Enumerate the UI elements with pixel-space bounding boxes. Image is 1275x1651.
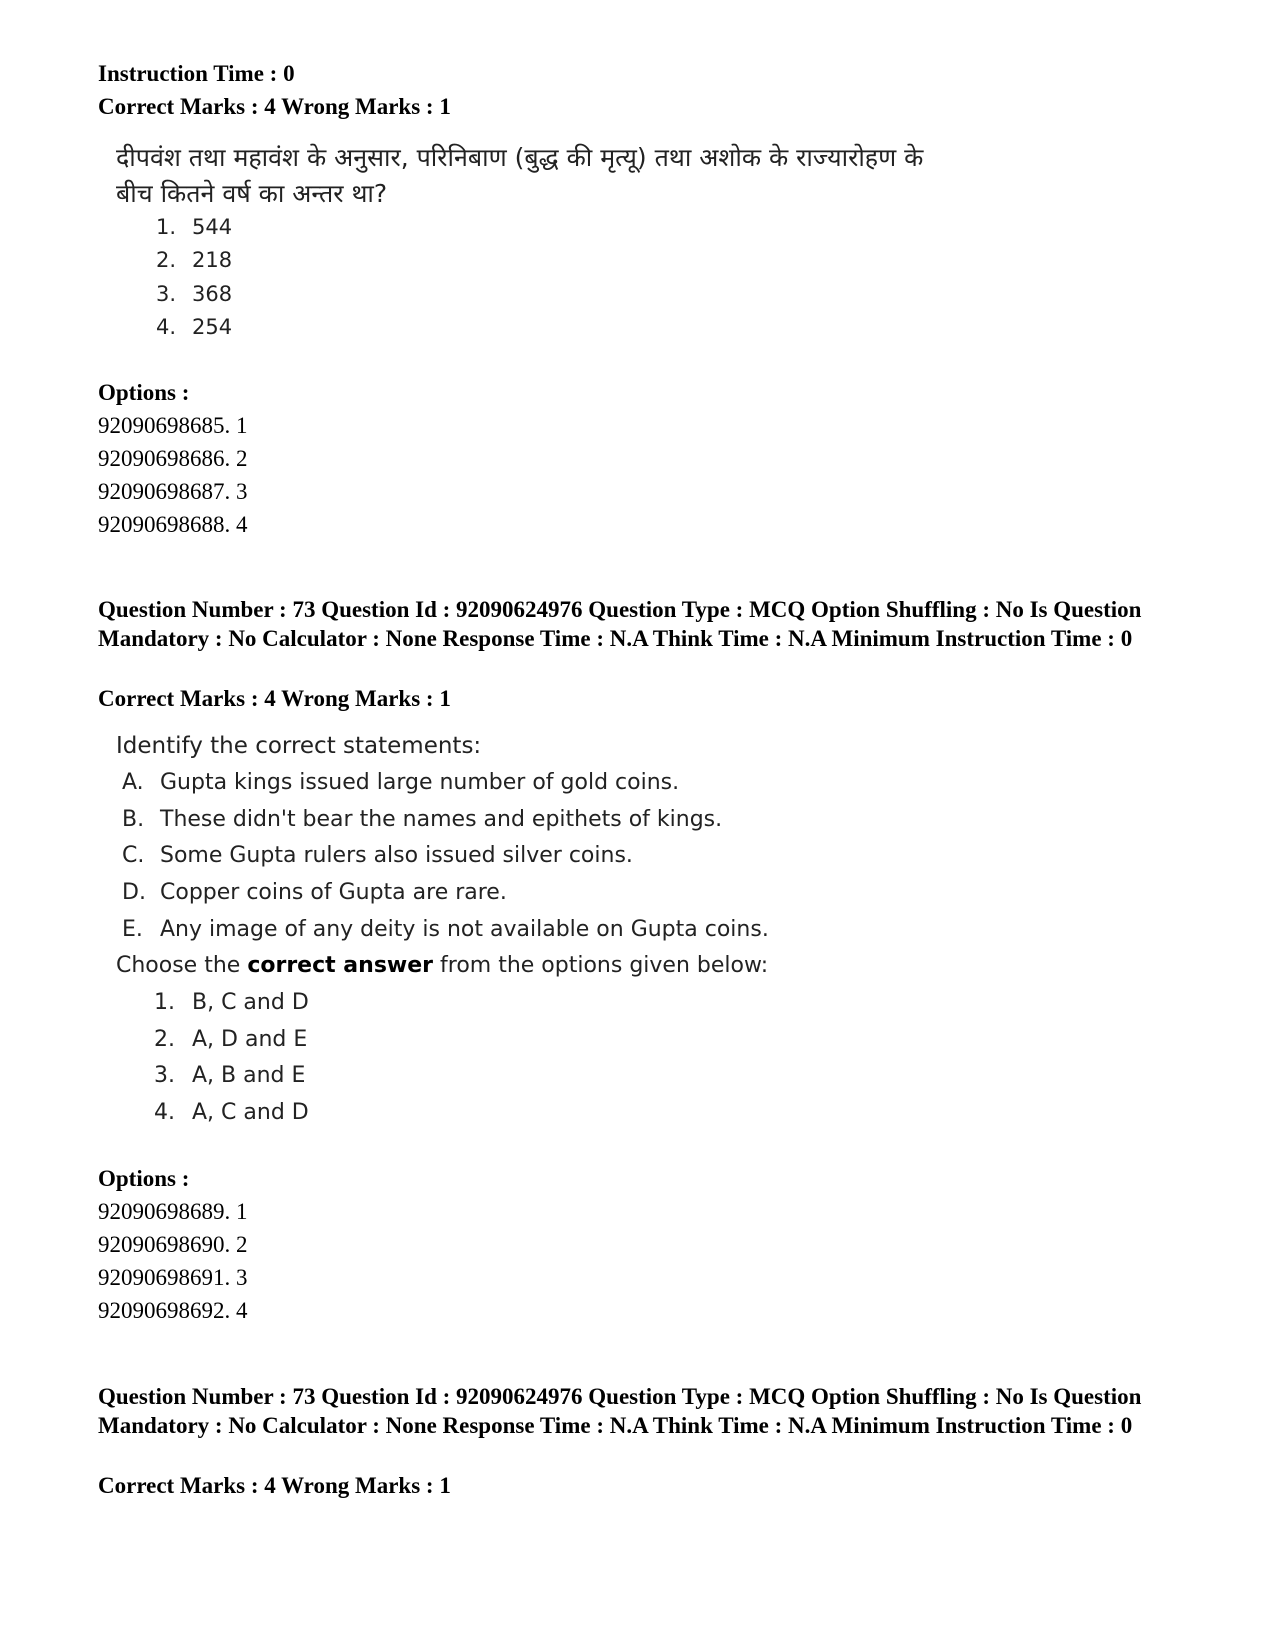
choice-item: 4. 254 xyxy=(156,315,233,339)
question-text-line-1: दीपवंश तथा महावंश के अनुसार, परिनिबाण (बुद्ध की मृत्यू) तथा अशोक के राज्यारोहण के xyxy=(116,143,924,172)
statement-item: E. Any image of any deity is not available on Gupta coins. xyxy=(122,917,769,942)
instruction-time: Instruction Time : 0 xyxy=(98,61,295,86)
question-header: Question Number : 73 Question Id : 92090624976 Question Type : MCQ Option Shuffling : No Is Question Mandatory : No Calculator : None Response Time : N.A Think Time : N.A Minimum Instruction Time : 0 xyxy=(98,1384,1142,1438)
option-id: 92090698685. 1 xyxy=(98,413,248,438)
statement-item: C. Some Gupta rulers also issued silver coins. xyxy=(122,843,633,868)
option-id: 92090698687. 3 xyxy=(98,479,248,504)
question-text-line-2: बीच कितने वर्ष का अन्तर था? xyxy=(116,179,388,208)
marks-line: Correct Marks : 4 Wrong Marks : 1 xyxy=(98,686,451,711)
options-label: Options : xyxy=(98,380,190,405)
marks-line: Correct Marks : 4 Wrong Marks : 1 xyxy=(98,1473,451,1498)
choice-item: 1. 544 xyxy=(156,215,233,239)
question-intro: Identify the correct statements: xyxy=(116,733,482,759)
choice-item: 3. A, B and E xyxy=(154,1063,306,1088)
statement-item: A. Gupta kings issued large number of gold coins. xyxy=(122,770,680,795)
option-id: 92090698689. 1 xyxy=(98,1199,248,1224)
option-id: 92090698691. 3 xyxy=(98,1265,248,1290)
option-id: 92090698688. 4 xyxy=(98,512,248,537)
option-id: 92090698686. 2 xyxy=(98,446,248,471)
choice-item: 1. B, C and D xyxy=(154,990,309,1015)
choose-instruction: Choose the correct answer from the options given below: xyxy=(116,953,769,978)
option-id: 92090698690. 2 xyxy=(98,1232,248,1257)
choice-item: 2. 218 xyxy=(156,248,233,272)
statement-item: D. Copper coins of Gupta are rare. xyxy=(122,880,507,905)
options-label: Options : xyxy=(98,1166,190,1191)
statement-item: B. These didn't bear the names and epithets of kings. xyxy=(122,807,723,832)
option-id: 92090698692. 4 xyxy=(98,1298,248,1323)
choice-item: 2. A, D and E xyxy=(154,1027,308,1052)
question-header: Question Number : 73 Question Id : 92090624976 Question Type : MCQ Option Shuffling : No Is Question Mandatory : No Calculator : None Response Time : N.A Think Time : N.A Minimum Instruction Time : 0 xyxy=(98,597,1142,651)
choice-item: 3. 368 xyxy=(156,282,233,306)
choice-item: 4. A, C and D xyxy=(154,1100,309,1125)
marks-line: Correct Marks : 4 Wrong Marks : 1 xyxy=(98,94,451,119)
